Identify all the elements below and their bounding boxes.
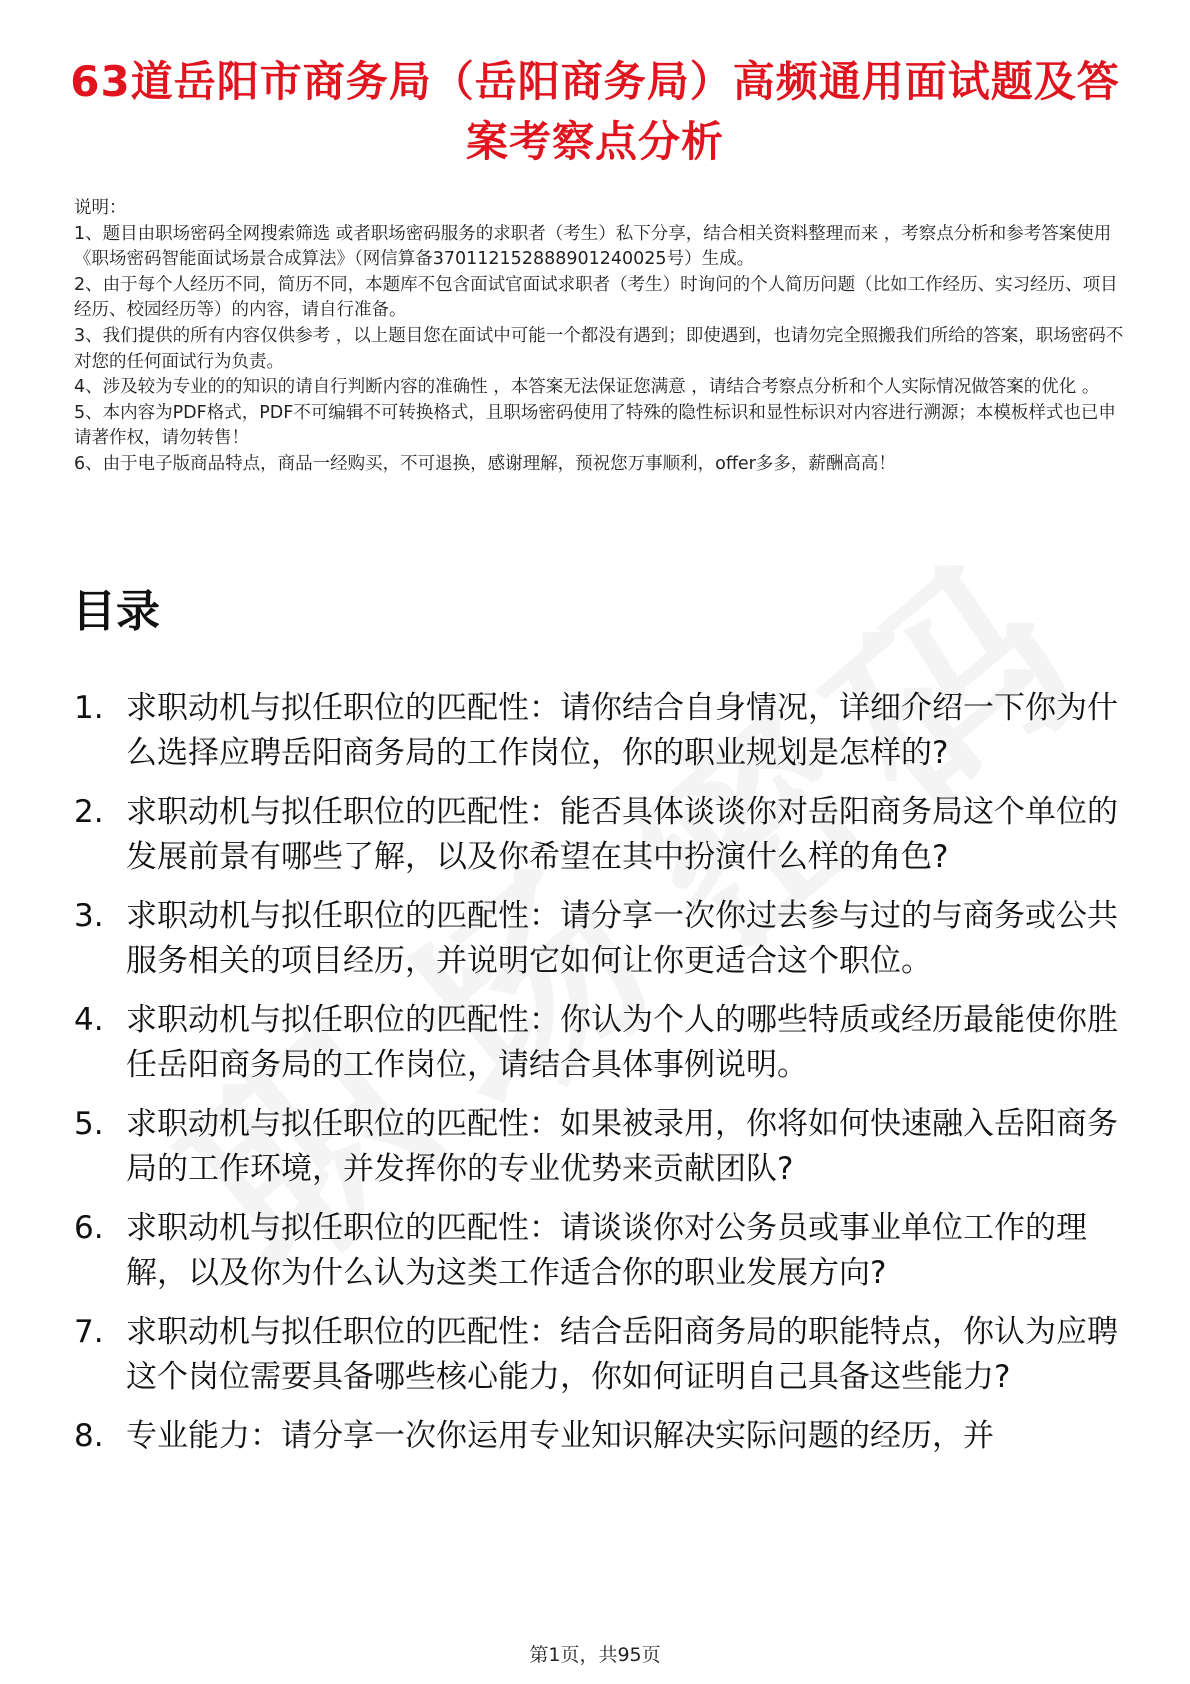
note-item: 4、涉及较为专业的的知识的请自行判断内容的准确性 ，本答案无法保证您满意 ，请结合考察点分析和个人实际情况做答案的优化 。 (74, 377, 1100, 398)
toc-item-text[interactable]: 专业能力：请分享一次你运用专业知识解决实际问题的经历，并 (126, 1418, 994, 1454)
toc-item[interactable] (74, 790, 1120, 879)
toc-item-number: 6. (74, 1210, 104, 1246)
note-item: 6、由于电子版商品特点，商品一经购买，不可退换，感谢理解，预祝您万事顺利，offer多多，薪酬高高！ (74, 453, 896, 474)
toc-heading: 目录 (72, 586, 160, 637)
toc-item[interactable] (74, 998, 1120, 1087)
page-footer: 第1页，共95页 (529, 1644, 661, 1666)
toc-item-text[interactable]: 求职动机与拟任职位的匹配性：请你结合自身情况，详细介绍一下你为什么选择应聘岳阳商务局的工作岗位，你的职业规划是怎样的? (126, 690, 1118, 771)
note-item: 5、本内容为PDF格式，PDF不可编辑不可转换格式，且职场密码使用了特殊的隐性标识和显性标识对内容进行溯源；本模板样式也已申请著作权，请勿转售！ (74, 402, 1116, 449)
toc-item-text[interactable]: 求职动机与拟任职位的匹配性：结合岳阳商务局的职能特点，你认为应聘这个岗位需要具备哪些核心能力，你如何证明自己具备这些能力? (126, 1314, 1118, 1395)
toc-item-text[interactable]: 求职动机与拟任职位的匹配性：能否具体谈谈你对岳阳商务局这个单位的发展前景有哪些了解，以及你希望在其中扮演什么样的角色? (126, 794, 1118, 875)
toc-item-text[interactable]: 求职动机与拟任职位的匹配性：请谈谈你对公务员或事业单位工作的理解，以及你为什么认为这类工作适合你的职业发展方向? (126, 1210, 1087, 1291)
note-item: 3、我们提供的所有内容仅供参考 ，以上题目您在面试中可能一个都没有遇到；即使遇到，也请勿完全照搬我们所给的答案，职场密码不对您的任何面试行为负责。 (74, 325, 1124, 372)
toc-item-number: 2. (74, 794, 104, 830)
toc-item[interactable] (74, 894, 1120, 983)
toc-item-number: 7. (74, 1314, 104, 1350)
toc-item[interactable] (74, 1102, 1120, 1191)
notes-section (74, 196, 1124, 478)
toc-item[interactable] (74, 1206, 1120, 1295)
toc-item-number: 1. (74, 690, 104, 726)
toc-item-number: 3. (74, 898, 104, 934)
note-item: 1、题目由职场密码全网搜索筛选 或者职场密码服务的求职者（考生）私下分享，结合相关资料整理而来 ，考察点分析和参考答案使用《职场密码智能面试场景合成算法》（网信算备370112152888901240025号）生成。 (74, 223, 1112, 270)
toc-item-text[interactable]: 求职动机与拟任职位的匹配性：你认为个人的哪些特质或经历最能使你胜任岳阳商务局的工作岗位，请结合具体事例说明。 (126, 1002, 1118, 1083)
toc-item-text[interactable]: 求职动机与拟任职位的匹配性：请分享一次你过去参与过的与商务或公共服务相关的项目经历，并说明它如何让你更适合这个职位。 (126, 898, 1118, 979)
toc-item-number: 5. (74, 1106, 104, 1142)
notes-heading: 说明： (74, 198, 127, 218)
toc-item[interactable] (74, 1414, 1120, 1459)
note-item: 2、由于每个人经历不同，简历不同，本题库不包含面试官面试求职者（考生）时询问的个人简历问题（比如工作经历、实习经历、项目经历、校园经历等）的内容，请自行准备。 (74, 274, 1118, 321)
toc-item-text[interactable]: 求职动机与拟任职位的匹配性：如果被录用，你将如何快速融入岳阳商务局的工作环境，并发挥你的专业优势来贡献团队? (126, 1106, 1118, 1187)
document-title: 63道岳阳市商务局（岳阳商务局）高频通用面试题及答案考察点分析 (70, 57, 1120, 166)
table-of-contents (74, 686, 1120, 1474)
toc-item[interactable] (74, 1310, 1120, 1399)
toc-item[interactable] (74, 686, 1120, 775)
toc-item-number: 4. (74, 1002, 104, 1038)
toc-item-number: 8. (74, 1418, 104, 1454)
